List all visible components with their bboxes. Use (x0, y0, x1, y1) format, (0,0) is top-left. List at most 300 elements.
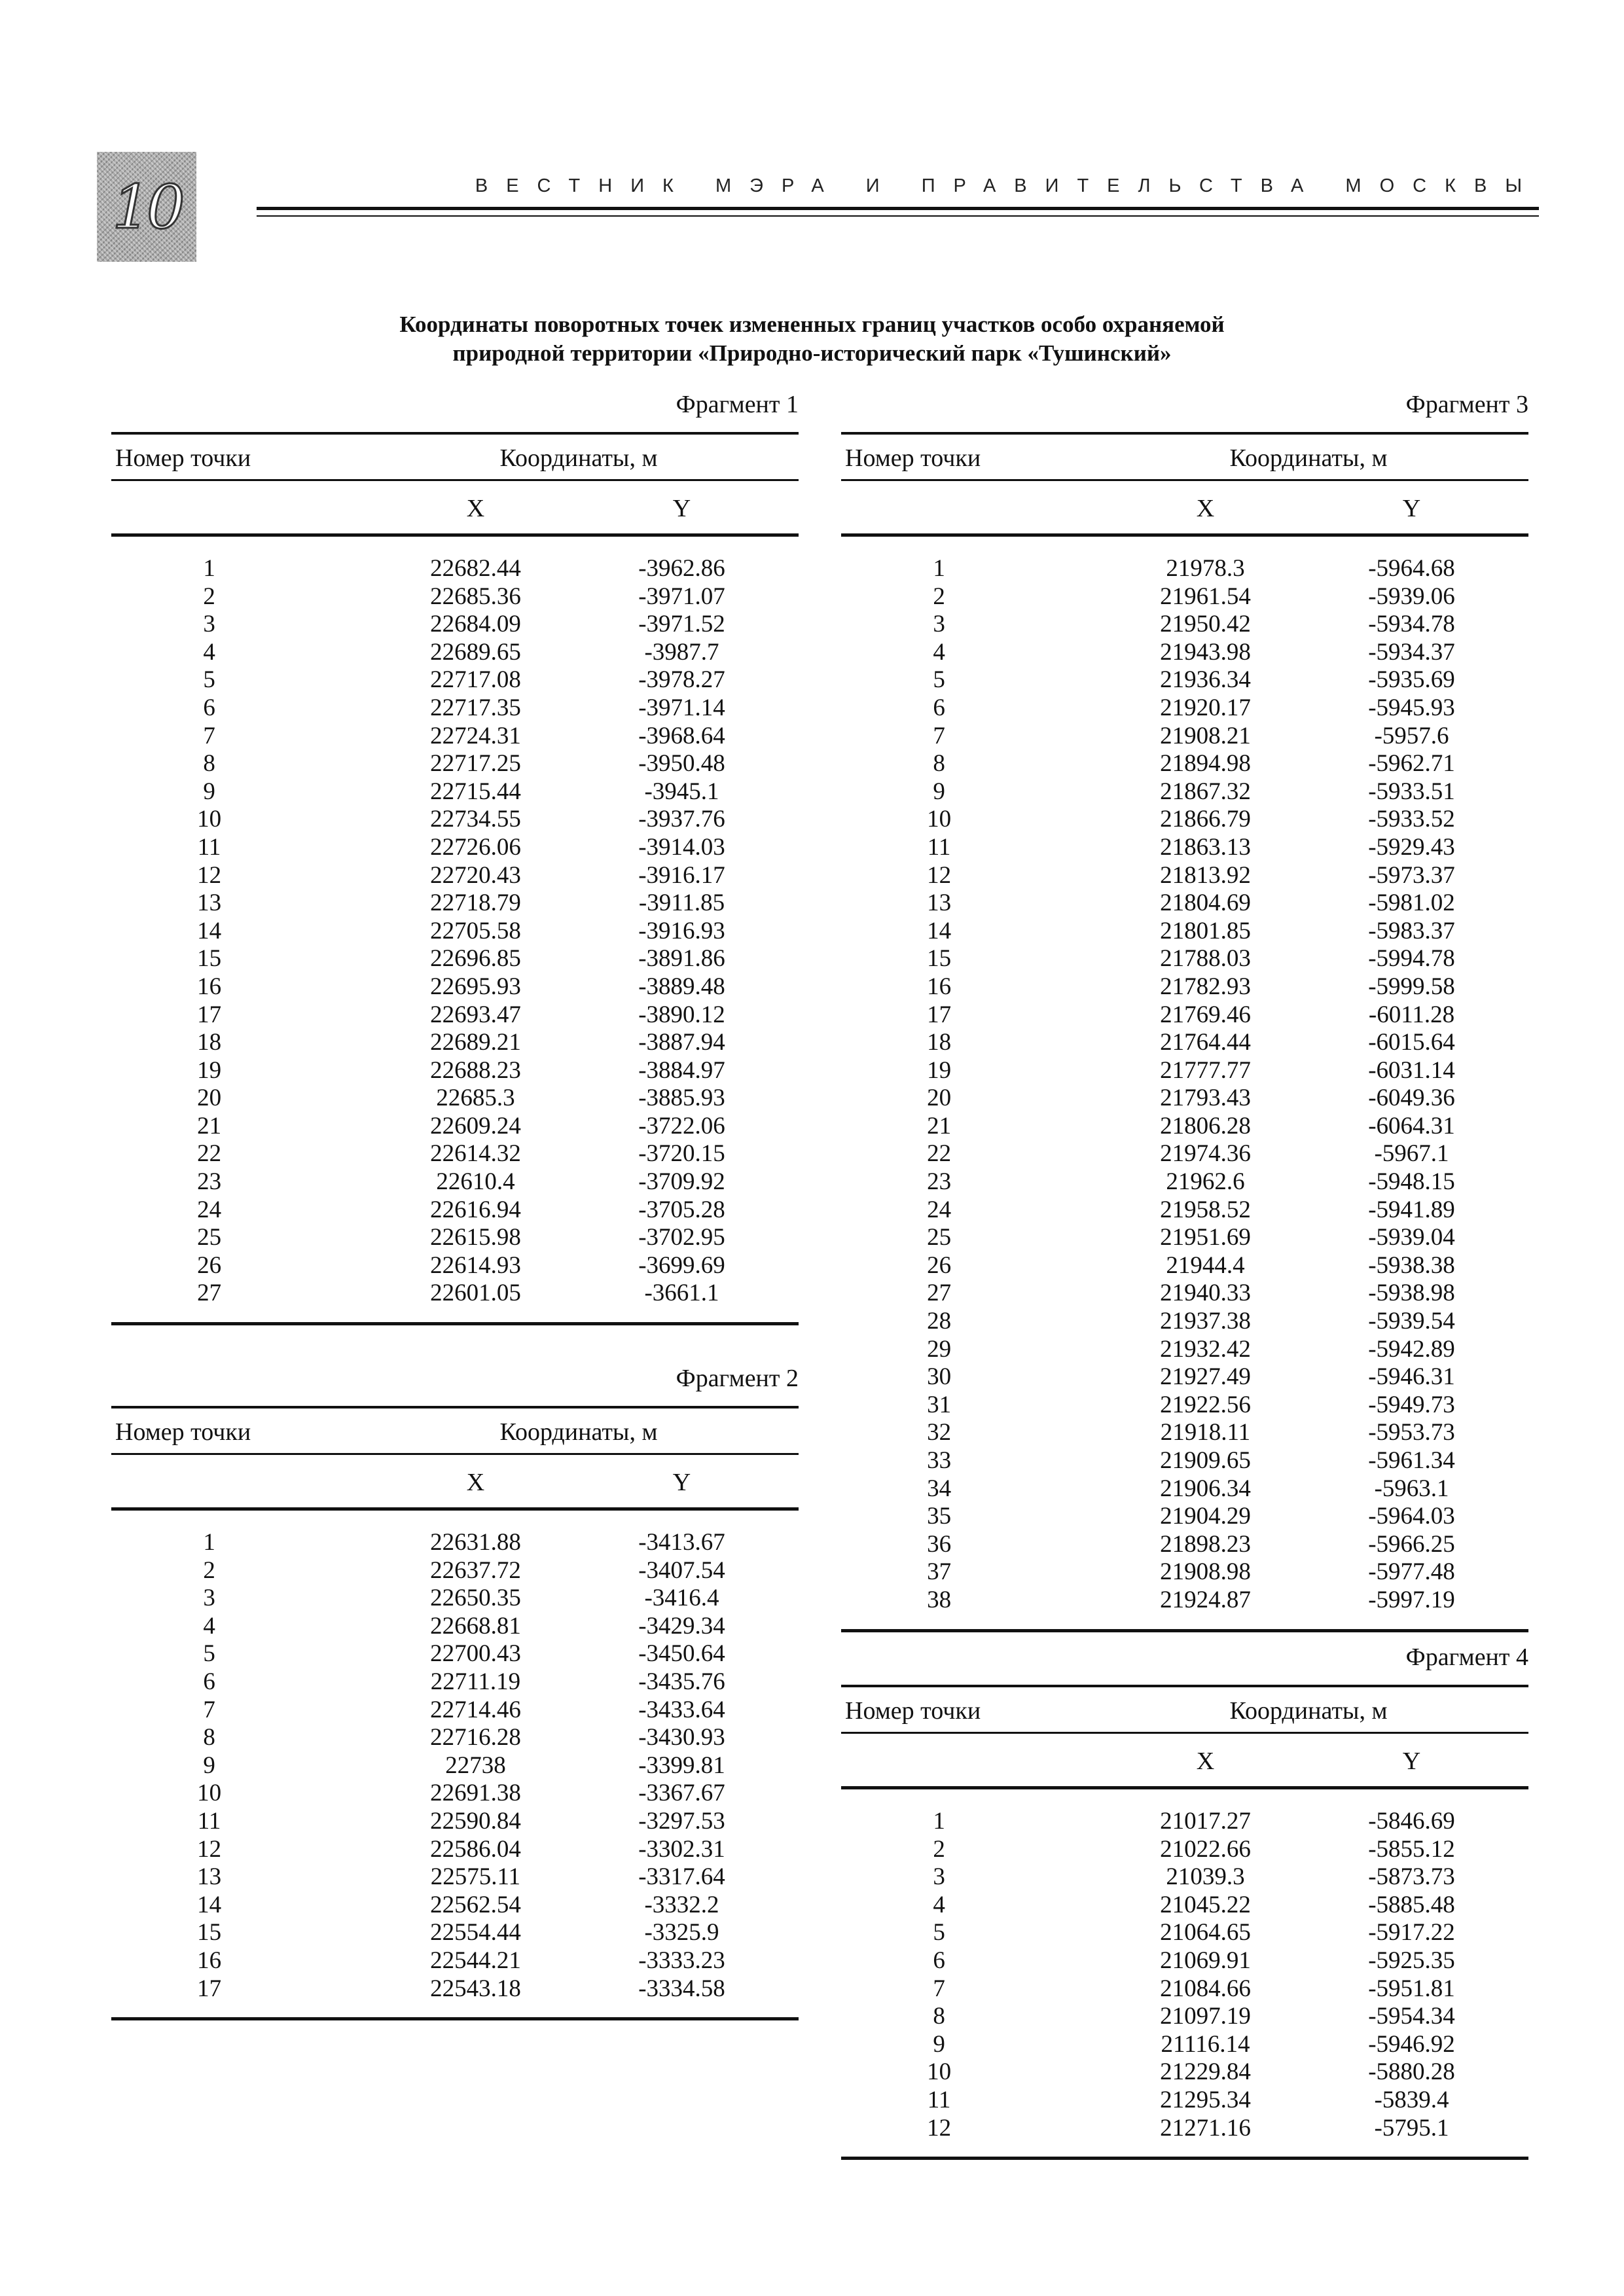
table-row (111, 1752, 799, 1780)
point-number-cell: 8 (933, 2003, 945, 2030)
x-coordinate-cell: 21069.91 (1160, 1946, 1251, 1974)
y-coordinate-cell: -3333.23 (638, 1946, 725, 1974)
point-number-cell: 8 (203, 1724, 215, 1751)
y-coordinate-cell: -5941.89 (1368, 1196, 1455, 1223)
point-number-cell: 15 (197, 945, 222, 973)
point-number-cell: 6 (203, 1668, 215, 1695)
point-number-cell: 15 (927, 945, 952, 973)
x-coordinate-cell: 21944.4 (1166, 1251, 1245, 1279)
x-coordinate-cell: 22717.08 (430, 666, 521, 694)
y-coordinate-cell: -3705.28 (638, 1196, 725, 1223)
y-coordinate-cell: -5962.71 (1368, 750, 1455, 778)
x-coordinate-cell: 22562.54 (430, 1891, 521, 1918)
x-header: X (1196, 495, 1215, 522)
x-coordinate-cell: 22695.93 (430, 973, 521, 1000)
x-coordinate-cell: 21943.98 (1160, 638, 1251, 666)
point-number-cell: 17 (197, 1001, 222, 1028)
point-number-cell: 4 (933, 1891, 945, 1918)
table-row (841, 2058, 1528, 2087)
x-coordinate-cell: 22637.72 (430, 1556, 521, 1584)
table-row (841, 1587, 1528, 1615)
y-coordinate-cell: -3891.86 (638, 945, 725, 973)
y-coordinate-cell: -5963.1 (1374, 1475, 1449, 1502)
point-number-cell: 11 (197, 1807, 221, 1835)
x-coordinate-cell: 21806.28 (1160, 1112, 1251, 1139)
point-number-cell: 2 (203, 583, 215, 610)
x-coordinate-cell: 21918.11 (1160, 1419, 1251, 1446)
table-row (841, 1308, 1528, 1336)
table-row (111, 1196, 799, 1225)
y-header: Y (1402, 1748, 1421, 1775)
x-coordinate-cell: 22717.35 (430, 694, 521, 721)
table-row (841, 1391, 1528, 1420)
point-number-cell: 7 (933, 1975, 945, 2002)
y-header: Y (672, 495, 691, 522)
table-row (841, 583, 1528, 611)
table-bottom-rule (111, 1322, 799, 1325)
y-coordinate-cell: -3709.92 (638, 1168, 725, 1196)
table-row (841, 918, 1528, 946)
point-number-cell: 16 (197, 973, 222, 1000)
x-coordinate-cell: 21978.3 (1166, 555, 1245, 582)
point-number-cell: 2 (933, 583, 945, 610)
table-row (841, 1336, 1528, 1364)
table-row (841, 1168, 1528, 1196)
point-number-cell: 14 (197, 1891, 222, 1918)
y-coordinate-cell: -5977.48 (1368, 1558, 1455, 1586)
y-coordinate-cell: -3987.7 (644, 638, 719, 666)
point-number-cell: 4 (203, 1612, 215, 1640)
point-number-cell: 6 (933, 694, 945, 721)
point-number-cell: 35 (927, 1503, 952, 1530)
x-coordinate-cell: 22691.38 (430, 1780, 521, 1807)
x-coordinate-cell: 21045.22 (1160, 1891, 1251, 1918)
x-coordinate-cell: 21894.98 (1160, 750, 1251, 778)
point-number-cell: 9 (933, 778, 945, 805)
x-coordinate-cell: 22614.93 (430, 1251, 521, 1279)
point-number-cell: 36 (927, 1530, 952, 1558)
y-coordinate-cell: -3297.53 (638, 1807, 725, 1835)
x-coordinate-cell: 22718.79 (430, 889, 521, 917)
table-row (841, 1475, 1528, 1503)
y-coordinate-cell: -3971.07 (638, 583, 725, 610)
table-column-header (111, 435, 799, 479)
document-title (257, 310, 1367, 368)
point-number-cell: 7 (203, 722, 215, 749)
y-coordinate-cell: -3433.64 (638, 1696, 725, 1723)
point-number-cell: 10 (197, 1780, 222, 1807)
point-number-header: Номер точки (845, 1697, 981, 1725)
point-number-cell: 26 (927, 1251, 952, 1279)
point-number-cell: 18 (197, 1029, 222, 1056)
table-row (111, 973, 799, 1001)
table-row (111, 611, 799, 639)
y-coordinate-cell: -5939.04 (1368, 1224, 1455, 1251)
table-row (111, 1168, 799, 1196)
table-row (841, 2087, 1528, 2115)
axis-header (841, 1734, 1528, 1786)
y-coordinate-cell: -5917.22 (1368, 1919, 1455, 1946)
coordinates-header: Координаты, м (499, 444, 658, 472)
point-number-cell: 7 (203, 1696, 215, 1723)
header-rule (257, 207, 1539, 217)
point-number-cell: 5 (933, 666, 945, 694)
y-coordinate-cell: -5855.12 (1368, 1835, 1455, 1863)
point-number-cell: 17 (197, 1975, 222, 2002)
y-coordinate-cell: -3430.93 (638, 1724, 725, 1751)
y-coordinate-cell: -5964.03 (1368, 1503, 1455, 1530)
x-coordinate-cell: 22544.21 (430, 1946, 521, 1974)
table-row (841, 750, 1528, 778)
table-row (111, 862, 799, 890)
table-row (111, 1140, 799, 1168)
x-header: X (466, 495, 485, 522)
point-number-cell: 23 (197, 1168, 222, 1196)
table-row (841, 945, 1528, 973)
point-number-cell: 8 (203, 750, 215, 778)
table-row (841, 973, 1528, 1001)
x-coordinate-cell: 22684.09 (430, 611, 521, 638)
table-body (841, 1789, 1528, 2157)
table-row (111, 1057, 799, 1085)
y-coordinate-cell: -5795.1 (1374, 2114, 1449, 2142)
y-coordinate-cell: -3978.27 (638, 666, 725, 694)
x-coordinate-cell: 22650.35 (430, 1585, 521, 1612)
table-row (841, 1558, 1528, 1587)
x-coordinate-cell: 21898.23 (1160, 1530, 1251, 1558)
y-coordinate-cell: -3416.4 (644, 1585, 719, 1612)
y-coordinate-cell: -3937.76 (638, 806, 725, 833)
table-row (841, 1975, 1528, 2003)
table-row (841, 1280, 1528, 1308)
table-row (841, 555, 1528, 583)
x-coordinate-cell: 21804.69 (1160, 889, 1251, 917)
table-row (841, 723, 1528, 751)
table-row (841, 1224, 1528, 1252)
x-coordinate-cell: 21084.66 (1160, 1975, 1251, 2002)
table-row (111, 1557, 799, 1585)
point-number-cell: 13 (927, 889, 952, 917)
y-coordinate-cell: -3971.14 (638, 694, 725, 721)
table-row (111, 1113, 799, 1141)
table-row (111, 1252, 799, 1280)
y-coordinate-cell: -5938.98 (1368, 1280, 1455, 1307)
table-row (841, 694, 1528, 723)
table-row (111, 1029, 799, 1057)
y-coordinate-cell: -5994.78 (1368, 945, 1455, 973)
point-number-cell: 11 (927, 833, 951, 861)
x-coordinate-cell: 21906.34 (1160, 1475, 1251, 1502)
x-coordinate-cell: 22610.4 (436, 1168, 515, 1196)
x-coordinate-cell: 22543.18 (430, 1975, 521, 2002)
point-number-cell: 26 (197, 1251, 222, 1279)
x-coordinate-cell: 21764.44 (1160, 1029, 1251, 1056)
y-coordinate-cell: -5954.34 (1368, 2003, 1455, 2030)
fragment-label: Фрагмент 4 (1405, 1643, 1528, 1671)
y-coordinate-cell: -5951.81 (1368, 1975, 1455, 2002)
x-coordinate-cell: 21936.34 (1160, 666, 1251, 694)
table-row (841, 1252, 1528, 1280)
point-number-cell: 12 (927, 861, 952, 889)
point-number-cell: 30 (927, 1363, 952, 1391)
x-coordinate-cell: 21950.42 (1160, 611, 1251, 638)
table-row (111, 1892, 799, 1920)
table-row (111, 555, 799, 583)
x-coordinate-cell: 21974.36 (1160, 1140, 1251, 1168)
point-number-cell: 18 (927, 1029, 952, 1056)
point-number-cell: 19 (197, 1056, 222, 1084)
y-coordinate-cell: -5839.4 (1374, 2086, 1449, 2113)
x-coordinate-cell: 22631.88 (430, 1529, 521, 1556)
y-coordinate-cell: -3325.9 (644, 1919, 719, 1946)
point-number-cell: 5 (203, 1640, 215, 1668)
fragment-2 (111, 1365, 799, 2020)
point-number-cell: 3 (933, 611, 945, 638)
x-coordinate-cell: 21017.27 (1160, 1808, 1251, 1835)
table-row (841, 1057, 1528, 1085)
x-coordinate-cell: 22700.43 (430, 1640, 521, 1668)
y-coordinate-cell: -3722.06 (638, 1112, 725, 1139)
x-coordinate-cell: 21064.65 (1160, 1919, 1251, 1946)
point-number-cell: 31 (927, 1391, 952, 1418)
table-row (841, 2031, 1528, 2059)
x-coordinate-cell: 22726.06 (430, 833, 521, 861)
y-coordinate-cell: -5925.35 (1368, 1946, 1455, 1974)
y-coordinate-cell: -6031.14 (1368, 1056, 1455, 1084)
x-coordinate-cell: 22716.28 (430, 1724, 521, 1751)
y-header: Y (672, 1469, 691, 1496)
y-coordinate-cell: -3914.03 (638, 833, 725, 861)
point-number-cell: 22 (197, 1140, 222, 1168)
point-number-header: Номер точки (115, 444, 251, 472)
point-number-cell: 24 (197, 1196, 222, 1223)
point-number-cell: 22 (927, 1140, 952, 1168)
y-coordinate-cell: -5981.02 (1368, 889, 1455, 917)
point-number-cell: 1 (203, 1529, 215, 1556)
x-coordinate-cell: 22615.98 (430, 1224, 521, 1251)
x-coordinate-cell: 22711.19 (430, 1668, 521, 1695)
y-coordinate-cell: -5873.73 (1368, 1863, 1455, 1891)
point-number-cell: 3 (933, 1863, 945, 1891)
point-number-cell: 33 (927, 1447, 952, 1474)
point-number-cell: 25 (197, 1224, 222, 1251)
y-coordinate-cell: -3407.54 (638, 1556, 725, 1584)
table-row (111, 1001, 799, 1030)
y-coordinate-cell: -3945.1 (644, 778, 719, 805)
y-coordinate-cell: -5964.68 (1368, 555, 1455, 582)
table-row (841, 611, 1528, 639)
axis-header (111, 1455, 799, 1507)
point-number-cell: 20 (197, 1085, 222, 1112)
y-coordinate-cell: -6015.64 (1368, 1029, 1455, 1056)
x-coordinate-cell: 22590.84 (430, 1807, 521, 1835)
x-coordinate-cell: 21904.29 (1160, 1503, 1251, 1530)
table-column-header (841, 435, 1528, 479)
x-coordinate-cell: 21295.34 (1160, 2086, 1251, 2113)
y-coordinate-cell: -3302.31 (638, 1835, 725, 1863)
point-number-cell: 14 (197, 917, 222, 944)
table-row (841, 806, 1528, 834)
x-coordinate-cell: 22601.05 (430, 1280, 521, 1307)
point-number-cell: 8 (933, 750, 945, 778)
y-coordinate-cell: -3971.52 (638, 611, 725, 638)
point-number-cell: 21 (927, 1112, 952, 1139)
point-number-cell: 32 (927, 1419, 952, 1446)
point-number-cell: 37 (927, 1558, 952, 1586)
x-coordinate-cell: 21908.21 (1160, 722, 1251, 749)
point-number-cell: 15 (197, 1919, 222, 1946)
x-coordinate-cell: 21271.16 (1160, 2114, 1251, 2142)
table-row (111, 694, 799, 723)
fragment-1 (111, 391, 799, 1325)
y-coordinate-cell: -3950.48 (638, 750, 725, 778)
coordinates-header: Координаты, м (1229, 444, 1388, 472)
y-coordinate-cell: -6049.36 (1368, 1085, 1455, 1112)
x-coordinate-cell: 22693.47 (430, 1001, 521, 1028)
coordinates-header: Координаты, м (499, 1418, 658, 1446)
table-row (111, 639, 799, 667)
point-number-cell: 12 (927, 2114, 952, 2142)
table-row (111, 1585, 799, 1613)
point-number-cell: 13 (197, 889, 222, 917)
x-coordinate-cell: 21940.33 (1160, 1280, 1251, 1307)
y-coordinate-cell: -3885.93 (638, 1085, 725, 1112)
x-coordinate-cell: 22685.36 (430, 583, 521, 610)
table-row (841, 1892, 1528, 1920)
x-coordinate-cell: 21097.19 (1160, 2003, 1251, 2030)
x-coordinate-cell: 21793.43 (1160, 1085, 1251, 1112)
table-row (111, 889, 799, 918)
point-number-cell: 9 (203, 1751, 215, 1779)
x-coordinate-cell: 21909.65 (1160, 1447, 1251, 1474)
table-row (111, 1975, 799, 2003)
table-row (841, 1113, 1528, 1141)
axis-header (841, 481, 1528, 533)
point-number-cell: 9 (933, 2030, 945, 2058)
y-coordinate-cell: -5945.93 (1368, 694, 1455, 721)
x-coordinate-cell: 21866.79 (1160, 806, 1251, 833)
x-coordinate-cell: 22688.23 (430, 1056, 521, 1084)
y-coordinate-cell: -5946.92 (1368, 2030, 1455, 2058)
y-coordinate-cell: -3317.64 (638, 1863, 725, 1891)
point-number-cell: 16 (927, 973, 952, 1000)
y-coordinate-cell: -5966.25 (1368, 1530, 1455, 1558)
y-coordinate-cell: -3916.93 (638, 917, 725, 944)
table-row (841, 1836, 1528, 1864)
x-coordinate-cell: 21927.49 (1160, 1363, 1251, 1391)
point-number-cell: 34 (927, 1475, 952, 1502)
x-coordinate-cell: 21039.3 (1166, 1863, 1245, 1891)
table-column-header (841, 1687, 1528, 1732)
y-coordinate-cell: -5934.78 (1368, 611, 1455, 638)
y-coordinate-cell: -3413.67 (638, 1529, 725, 1556)
x-coordinate-cell: 22724.31 (430, 722, 521, 749)
point-number-cell: 29 (927, 1335, 952, 1363)
table-row (841, 1196, 1528, 1225)
point-number-cell: 2 (933, 1835, 945, 1863)
table-row (841, 1531, 1528, 1559)
table-row (841, 2003, 1528, 2031)
table-column-header (111, 1408, 799, 1453)
table-row (841, 1001, 1528, 1030)
table-row (841, 1503, 1528, 1531)
point-number-header: Номер точки (115, 1418, 251, 1446)
point-number-cell: 5 (933, 1919, 945, 1946)
table-row (111, 1696, 799, 1725)
y-coordinate-cell: -5999.58 (1368, 973, 1455, 1000)
point-number-cell: 4 (203, 638, 215, 666)
x-coordinate-cell: 22682.44 (430, 555, 521, 582)
x-coordinate-cell: 22705.58 (430, 917, 521, 944)
x-coordinate-cell: 21022.66 (1160, 1835, 1251, 1863)
table-row (841, 2115, 1528, 2143)
table-body (111, 537, 799, 1322)
y-coordinate-cell: -3399.81 (638, 1751, 725, 1779)
table-row (111, 1224, 799, 1252)
x-coordinate-cell: 22689.65 (430, 638, 521, 666)
table-row (111, 1280, 799, 1308)
table-row (111, 1780, 799, 1808)
table-bottom-rule (111, 2017, 799, 2020)
point-number-cell: 3 (203, 611, 215, 638)
point-number-cell: 20 (927, 1085, 952, 1112)
x-coordinate-cell: 21801.85 (1160, 917, 1251, 944)
x-coordinate-cell: 21962.6 (1166, 1168, 1245, 1196)
point-number-cell: 16 (197, 1946, 222, 1974)
table-row (111, 1919, 799, 1947)
x-coordinate-cell: 22720.43 (430, 861, 521, 889)
table-row (111, 1613, 799, 1641)
title-line-2: природной территории «Природно-исторический парк «Тушинский» (452, 340, 1172, 366)
point-number-cell: 4 (933, 638, 945, 666)
y-coordinate-cell: -5929.43 (1368, 833, 1455, 861)
point-number-cell: 2 (203, 1556, 215, 1584)
y-coordinate-cell: -6011.28 (1368, 1001, 1455, 1028)
x-coordinate-cell: 21229.84 (1160, 2058, 1251, 2086)
table-row (841, 1808, 1528, 1836)
fragment-4 (841, 1644, 1528, 2160)
table-row (841, 778, 1528, 806)
point-number-cell: 14 (927, 917, 952, 944)
page-number-badge (97, 152, 196, 262)
running-head: ВЕСТНИК МЭРА И ПРАВИТЕЛЬСТВА МОСКВЫ (475, 175, 1540, 196)
point-number-cell: 1 (933, 555, 945, 582)
x-coordinate-cell: 21920.17 (1160, 694, 1251, 721)
table-body (111, 1511, 799, 2017)
table-row (841, 1363, 1528, 1391)
fragment-label: Фрагмент 1 (676, 391, 799, 418)
point-number-cell: 11 (197, 833, 221, 861)
table-row (841, 862, 1528, 890)
table-row (111, 1085, 799, 1113)
point-number-cell: 19 (927, 1056, 952, 1084)
point-number-cell: 10 (927, 2058, 952, 2086)
x-coordinate-cell: 22609.24 (430, 1112, 521, 1139)
table-row (111, 1808, 799, 1836)
y-coordinate-cell: -5934.37 (1368, 638, 1455, 666)
table-row (841, 1863, 1528, 1892)
y-coordinate-cell: -5948.15 (1368, 1168, 1455, 1196)
table-row (841, 1947, 1528, 1975)
y-header: Y (1402, 495, 1421, 522)
y-coordinate-cell: -5880.28 (1368, 2058, 1455, 2086)
x-coordinate-cell: 21863.13 (1160, 833, 1251, 861)
point-number-cell: 1 (933, 1808, 945, 1835)
y-coordinate-cell: -5933.52 (1368, 806, 1455, 833)
y-coordinate-cell: -3889.48 (638, 973, 725, 1000)
y-coordinate-cell: -5983.37 (1368, 917, 1455, 944)
y-coordinate-cell: -5997.19 (1368, 1586, 1455, 1613)
